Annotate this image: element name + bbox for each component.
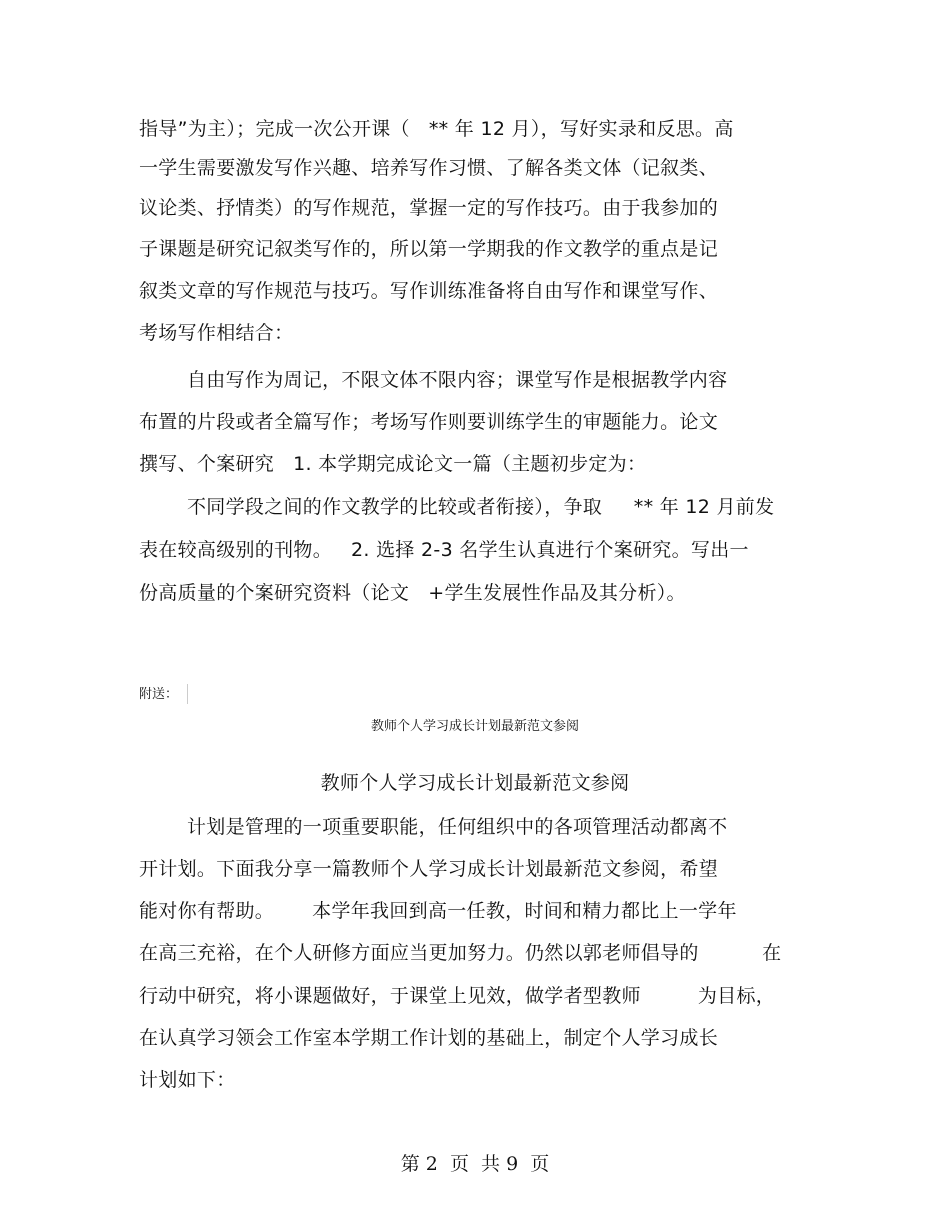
text-line: 开计划。下面我分享一篇教师个人学习成长计划最新范文参阅，希望 [139,858,719,880]
text-line: 计划是管理的一项重要职能，任何组织中的各项管理活动都离不 [187,816,728,838]
text-line: 考场写作相结合： [139,322,294,344]
text-line: 议论类、抒情类）的写作规范，掌握一定的写作技巧。由于我参加的 [139,197,719,219]
text-line: 在高三充裕，在个人研修方面应当更加努力。仍然以郭老师倡导的 在 [139,942,782,964]
text-line: 布置的片段或者全篇写作；考场写作则要训练学生的审题能力。论文 [139,411,719,433]
text-line: 计划如下： [139,1069,236,1091]
page-number-footer: 第 2 页 共 9 页 [400,1153,550,1175]
text-line: 子课题是研究记叙类写作的，所以第一学期我的作文教学的重点是记 [139,238,719,260]
text-line: 叙类文章的写作规范与技巧。写作训练准备将自由写作和课堂写作、 [139,280,719,302]
text-line: 能对你有帮助。 本学年我回到高一任教，时间和精力都比上一学年 [139,900,737,922]
text-line: 一学生需要激发写作兴趣、培养写作习惯、了解各类文体（记叙类、 [139,157,719,179]
text-line: 份高质量的个案研究资料（论文 +学生发展性作品及其分析）。 [139,582,686,604]
attachment-label: 附送： [139,687,179,702]
attachment-subtitle: 教师个人学习成长计划最新范文参阅 [370,719,579,734]
text-line: 表在较高级别的刊物。 2. 选择 2-3 名学生认真进行个案研究。写出一 [139,539,749,561]
attachment-divider [187,684,188,704]
section-title: 教师个人学习成长计划最新范文参阅 [320,772,630,794]
text-line: 撰写、个案研究 1. 本学期完成论文一篇（主题初步定为： [139,453,647,475]
text-line: 指导”为主）；完成一次公开课（ ** 年 12 月），写好实录和反思。高 [139,118,734,140]
text-line: 不同学段之间的作文教学的比较或者衔接），争取 ** 年 12 月前发 [187,496,775,518]
text-line: 自由写作为周记，不限文体不限内容；课堂写作是根据教学内容 [187,369,728,391]
text-line: 行动中研究，将小课题做好，于课堂上见效，做学者型教师 为目标， [139,985,776,1007]
text-line: 在认真学习领会工作室本学期工作计划的基础上，制定个人学习成长 [139,1027,719,1049]
